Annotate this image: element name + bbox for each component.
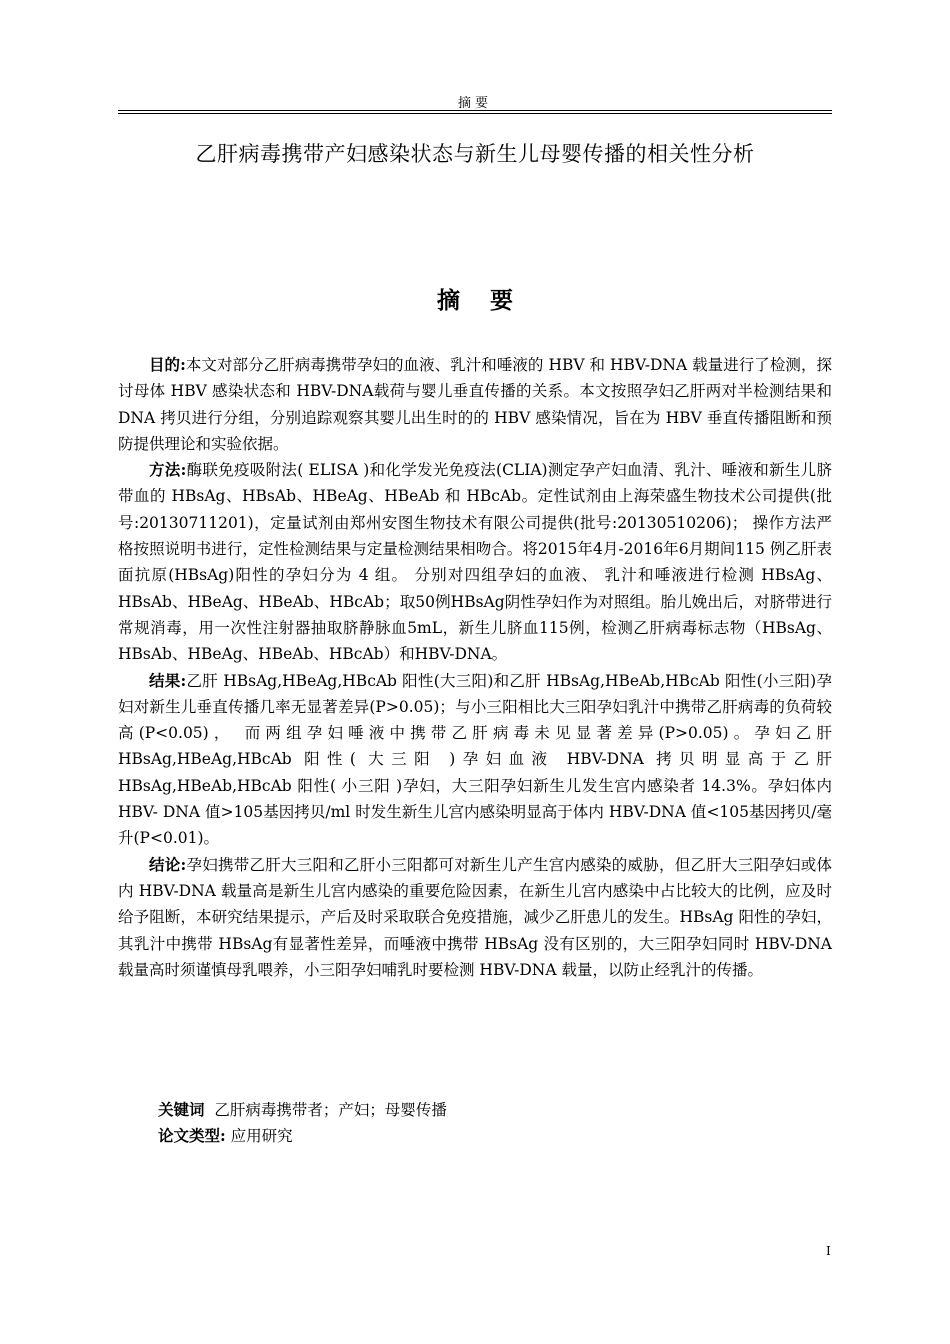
running-header: 摘要 xyxy=(457,96,492,111)
paper-title: 乙肝病毒携带产妇感染状态与新生儿母婴传播的相关性分析 xyxy=(195,142,755,166)
results-text: 乙肝 HBsAg,HBeAg,HBcAb 阳性(大三阳)和乙肝 HBsAg,HBeAb,HBcAb 阳性(小三阳)孕妇对新生儿垂直传播几率无显著差异(P>0.05)；与小三阳相比大三阳孕妇乳汁中携带乙肝病毒的负荷较高(P<0.05)， 而两组孕妇唾液中携带乙肝病毒未见显著差异(P>0.05)。孕妇乙肝 HBsAg,HBeAg,HBcAb 阳性( 大三阳 )孕妇血液 HBV-DNA 拷贝明显高于乙肝 HBsAg,HBeAb,HBcAb 阳性( 小三阳 )孕妇，大三阳孕妇新生儿发生宫内感染者 14.3%。孕妇体内 HBV- DNA 值>105基因拷贝/ml 时发生新生儿宫内感染明显高于体内 HBV-DNA 值<105基因拷贝/毫升(P<0.01)。 xyxy=(118,671,832,848)
paper-type-label: 论文类型: xyxy=(158,1126,226,1145)
conclusion-paragraph xyxy=(118,852,832,983)
abstract-body xyxy=(118,352,832,983)
page-number: I xyxy=(826,1244,831,1258)
results-label: 结果: xyxy=(149,670,187,690)
objective-paragraph xyxy=(118,352,832,457)
methods-text: 酶联免疫吸附法( ELISA )和化学发光免疫法(CLIA)测定孕产妇血清、乳汁、唾液和新生儿脐带血的 HBsAg、HBsAb、HBeAg、HBeAb 和 HBcAb。定性试剂由上海荣盛生物技术公司提供(批号:20130711201)，定量试剂由郑州安图生物技术有限公司提供(批号:20130510206)； 操作方法严格按照说明书进行，定性检测结果与定量检测结果相吻合。将2015年4月-2016年6月期间115 例乙肝表面抗原(HBsAg)阳性的孕妇分为 4 组。 分别对四组孕妇的血液、 乳汁和唾液进行检测 HBsAg、HBsAb、HBeAg、HBeAb、HBcAb；取50例HBsAg阴性孕妇作为对照组。胎儿娩出后，对脐带进行常规消毒，用一次性注射器抽取脐静脉血5mL，新生儿脐血115例，检测乙肝病毒标志物（HBsAg、HBsAb、HBeAg、HBeAb、HBcAb）和HBV-DNA。 xyxy=(118,461,832,664)
keywords-label: 关键词 xyxy=(158,1100,205,1119)
conclusion-text: 孕妇携带乙肝大三阳和乙肝小三阳都可对新生儿产生宫内感染的威胁，但乙肝大三阳孕妇或体内 HBV-DNA 载量高是新生儿宫内感染的重要危险因素，在新生儿宫内感染中占比较大的比例，应及时给予阻断，本研究结果提示，产后及时采取联合免疫措施，减少乙肝患儿的发生。HBsAg 阳性的孕妇，其乳汁中携带 HBsAg有显著性差异，而唾液中携带 HBsAg 没有区别的，大三阳孕妇同时 HBV-DNA 载量高时须谨慎母乳喂养，小三阳孕妇哺乳时要检测 HBV-DNA 载量，以防止经乳汁的传播。 xyxy=(118,855,832,979)
paper-type-line xyxy=(158,1123,832,1149)
abstract-heading: 摘要 xyxy=(437,287,543,314)
conclusion-label: 结论: xyxy=(149,854,187,874)
paper-type-text: 应用研究 xyxy=(230,1127,293,1145)
keywords-block xyxy=(158,1097,832,1149)
header-rule xyxy=(118,110,832,114)
objective-text: 本文对部分乙肝病毒携带孕妇的血液、乳汁和唾液的 HBV 和 HBV-DNA 载量进行了检测，探讨母体 HBV 感染状态和 HBV-DNA载荷与婴儿垂直传播的关系。本文按照孕妇乙肝两对半检测结果和 DNA 拷贝进行分组，分别追踪观察其婴儿出生时的的 HBV 感染情况，旨在为 HBV 垂直传播阻断和预防提供理论和实验依据。 xyxy=(118,356,832,453)
methods-paragraph xyxy=(118,457,832,667)
objective-label: 目的: xyxy=(149,355,186,374)
results-paragraph xyxy=(118,668,832,852)
keywords-line xyxy=(158,1097,832,1123)
keywords-text: 乙肝病毒携带者；产妇；母婴传播 xyxy=(214,1101,447,1119)
methods-label: 方法: xyxy=(149,460,187,480)
